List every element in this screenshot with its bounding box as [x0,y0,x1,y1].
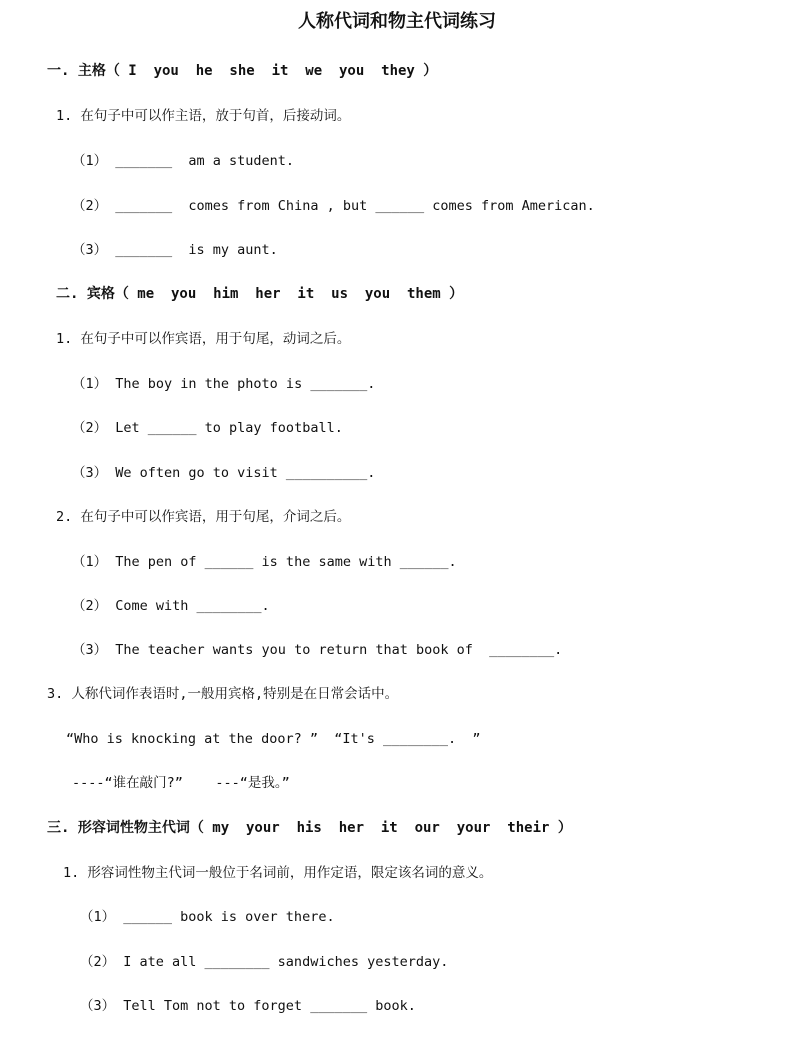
exercise-item: （1） The boy in the photo is _______. [72,376,376,392]
exercise-item: （2） I ate all ________ sandwiches yesterday. [80,954,449,970]
exercise-item: （1） _______ am a student. [72,153,295,169]
dialogue-line: “Who is knocking at the door? ” “It's ________. ” [66,731,481,747]
exercise-item: （1） The pen of ______ is the same with ______. [72,554,457,570]
rule-text: 1. 形容词性物主代词一般位于名词前，用作定语，限定该名词的意义。 [63,865,493,881]
rule-text: 2. 在句子中可以作宾语，用于句尾，介词之后。 [56,509,351,525]
exercise-item: （2） Let ______ to play football. [72,420,343,436]
exercise-item: （3） We often go to visit __________. [72,465,376,481]
exercise-item: （3） Tell Tom not to forget _______ book. [80,998,416,1014]
section-3-heading: 三. 形容词性物主代词（ my your his her it our your their ） [47,820,572,836]
exercise-item: （2） _______ comes from China , but ______ comes from American. [72,198,595,214]
rule-text: 1. 在句子中可以作宾语，用于句尾，动词之后。 [56,331,351,347]
exercise-item: （3） The teacher wants you to return that book of ________. [72,642,563,658]
page-title: 人称代词和物主代词练习 [298,11,496,32]
section-2-heading: 二. 宾格（ me you him her it us you them ） [56,286,464,302]
rule-text: 1. 在句子中可以作主语，放于句首，后接动词。 [56,108,351,124]
exercise-item: （2） Come with ________. [72,598,270,614]
rule-text: 3. 人称代词作表语时,一般用宾格,特别是在日常会话中。 [47,686,399,702]
exercise-item: （1） ______ book is over there. [80,909,335,925]
section-1-heading: 一. 主格（ I you he she it we you they ） [47,63,438,79]
exercise-item: （3） _______ is my aunt. [72,242,278,258]
dialogue-translation: ----“谁在敲门?” ---“是我。” [72,775,290,791]
